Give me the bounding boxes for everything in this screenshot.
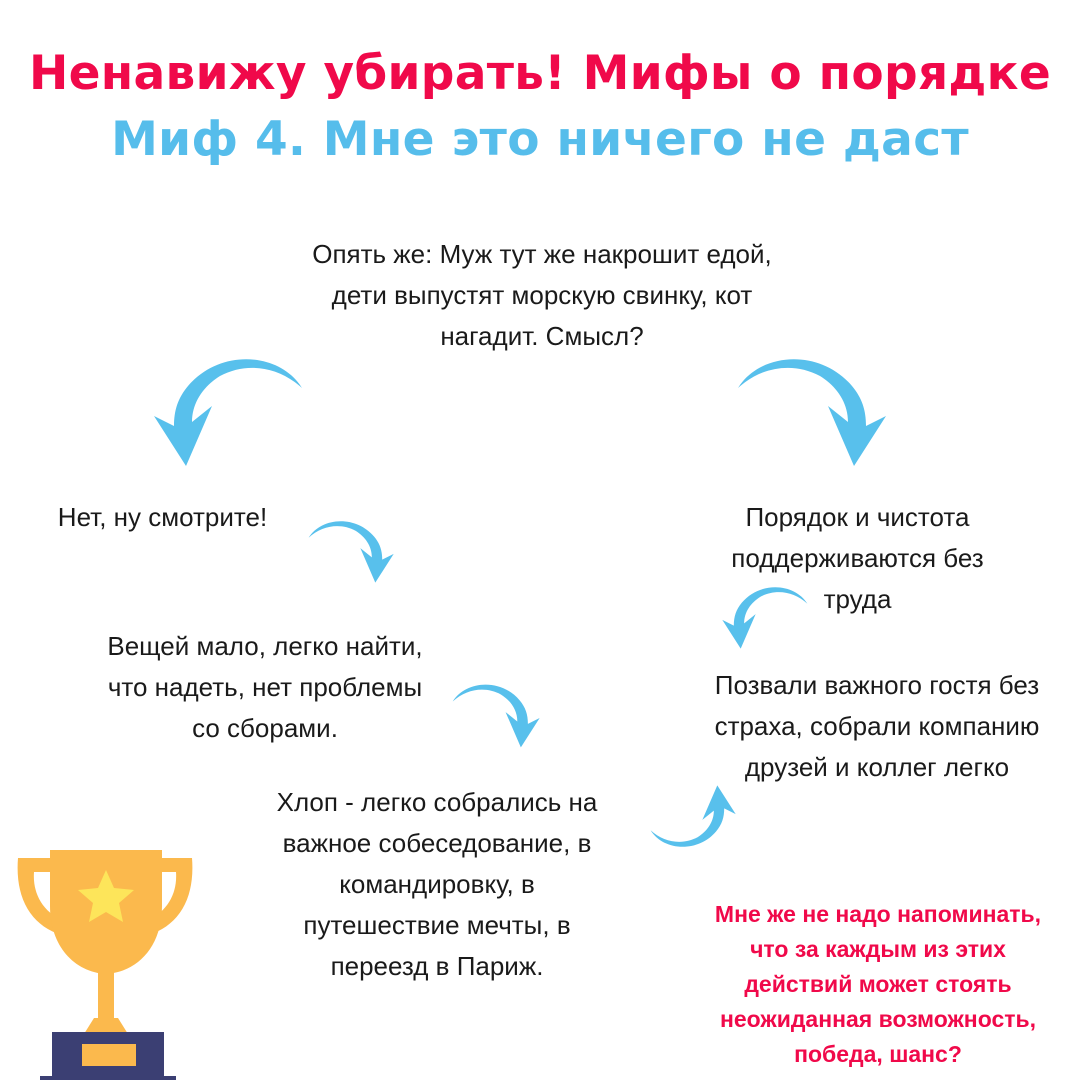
text-line: Нет, ну смотрите!: [57, 502, 268, 532]
curved-arrow-icon: [720, 582, 812, 652]
text-line: поддерживаются без: [731, 543, 984, 573]
cycle-node-top: [272, 234, 812, 357]
text-line: Хлоп - легко собрались на: [276, 787, 598, 817]
text-line: Мне же не надо напоминать,: [714, 901, 1042, 927]
text-line: Позвали важного гостя без: [714, 670, 1040, 700]
cycle-node-right-2: [688, 665, 1066, 788]
curved-arrow-icon: [150, 352, 310, 470]
text-line: Вещей мало, легко найти,: [107, 631, 423, 661]
page-subtitle: Миф 4. Мне это ничего не даст: [111, 112, 969, 167]
text-line: дети выпустят морскую свинку, кот: [331, 280, 753, 310]
text-line: важное собеседование, в: [282, 828, 592, 858]
text-line: труда: [823, 584, 892, 614]
cycle-node-left-1: [30, 497, 295, 538]
text-line: Опять же: Муж тут же накрошит едой,: [312, 239, 772, 269]
text-line: победа, шанс?: [794, 1041, 962, 1067]
text-line: неожиданная возможность,: [719, 1006, 1037, 1032]
curved-arrow-icon: [646, 782, 738, 852]
text-line: Порядок и чистота: [745, 502, 970, 532]
curved-arrow-icon: [448, 680, 542, 750]
text-line: путешествие мечты, в: [303, 910, 571, 940]
curved-arrow-icon: [304, 516, 396, 586]
text-line: со сборами.: [192, 713, 338, 743]
text-line: что надеть, нет проблемы: [107, 672, 423, 702]
cycle-node-center: [244, 782, 630, 987]
curved-arrow-icon: [730, 352, 890, 470]
text-line: действий может стоять: [744, 971, 1012, 997]
text-line: страха, собрали компанию: [714, 711, 1040, 741]
text-line: друзей и коллег легко: [744, 752, 1010, 782]
text-line: командировку, в: [339, 869, 535, 899]
text-line: переезд в Париж.: [330, 951, 544, 981]
cycle-node-left-2: [70, 626, 460, 749]
page-title: Ненавижу убирать! Мифы о порядке: [28, 46, 1052, 101]
highlight-note: [690, 897, 1066, 1072]
text-line: что за каждым из этих: [750, 936, 1006, 962]
text-line: нагадит. Смысл?: [440, 321, 644, 351]
trophy-icon: [10, 848, 210, 1080]
